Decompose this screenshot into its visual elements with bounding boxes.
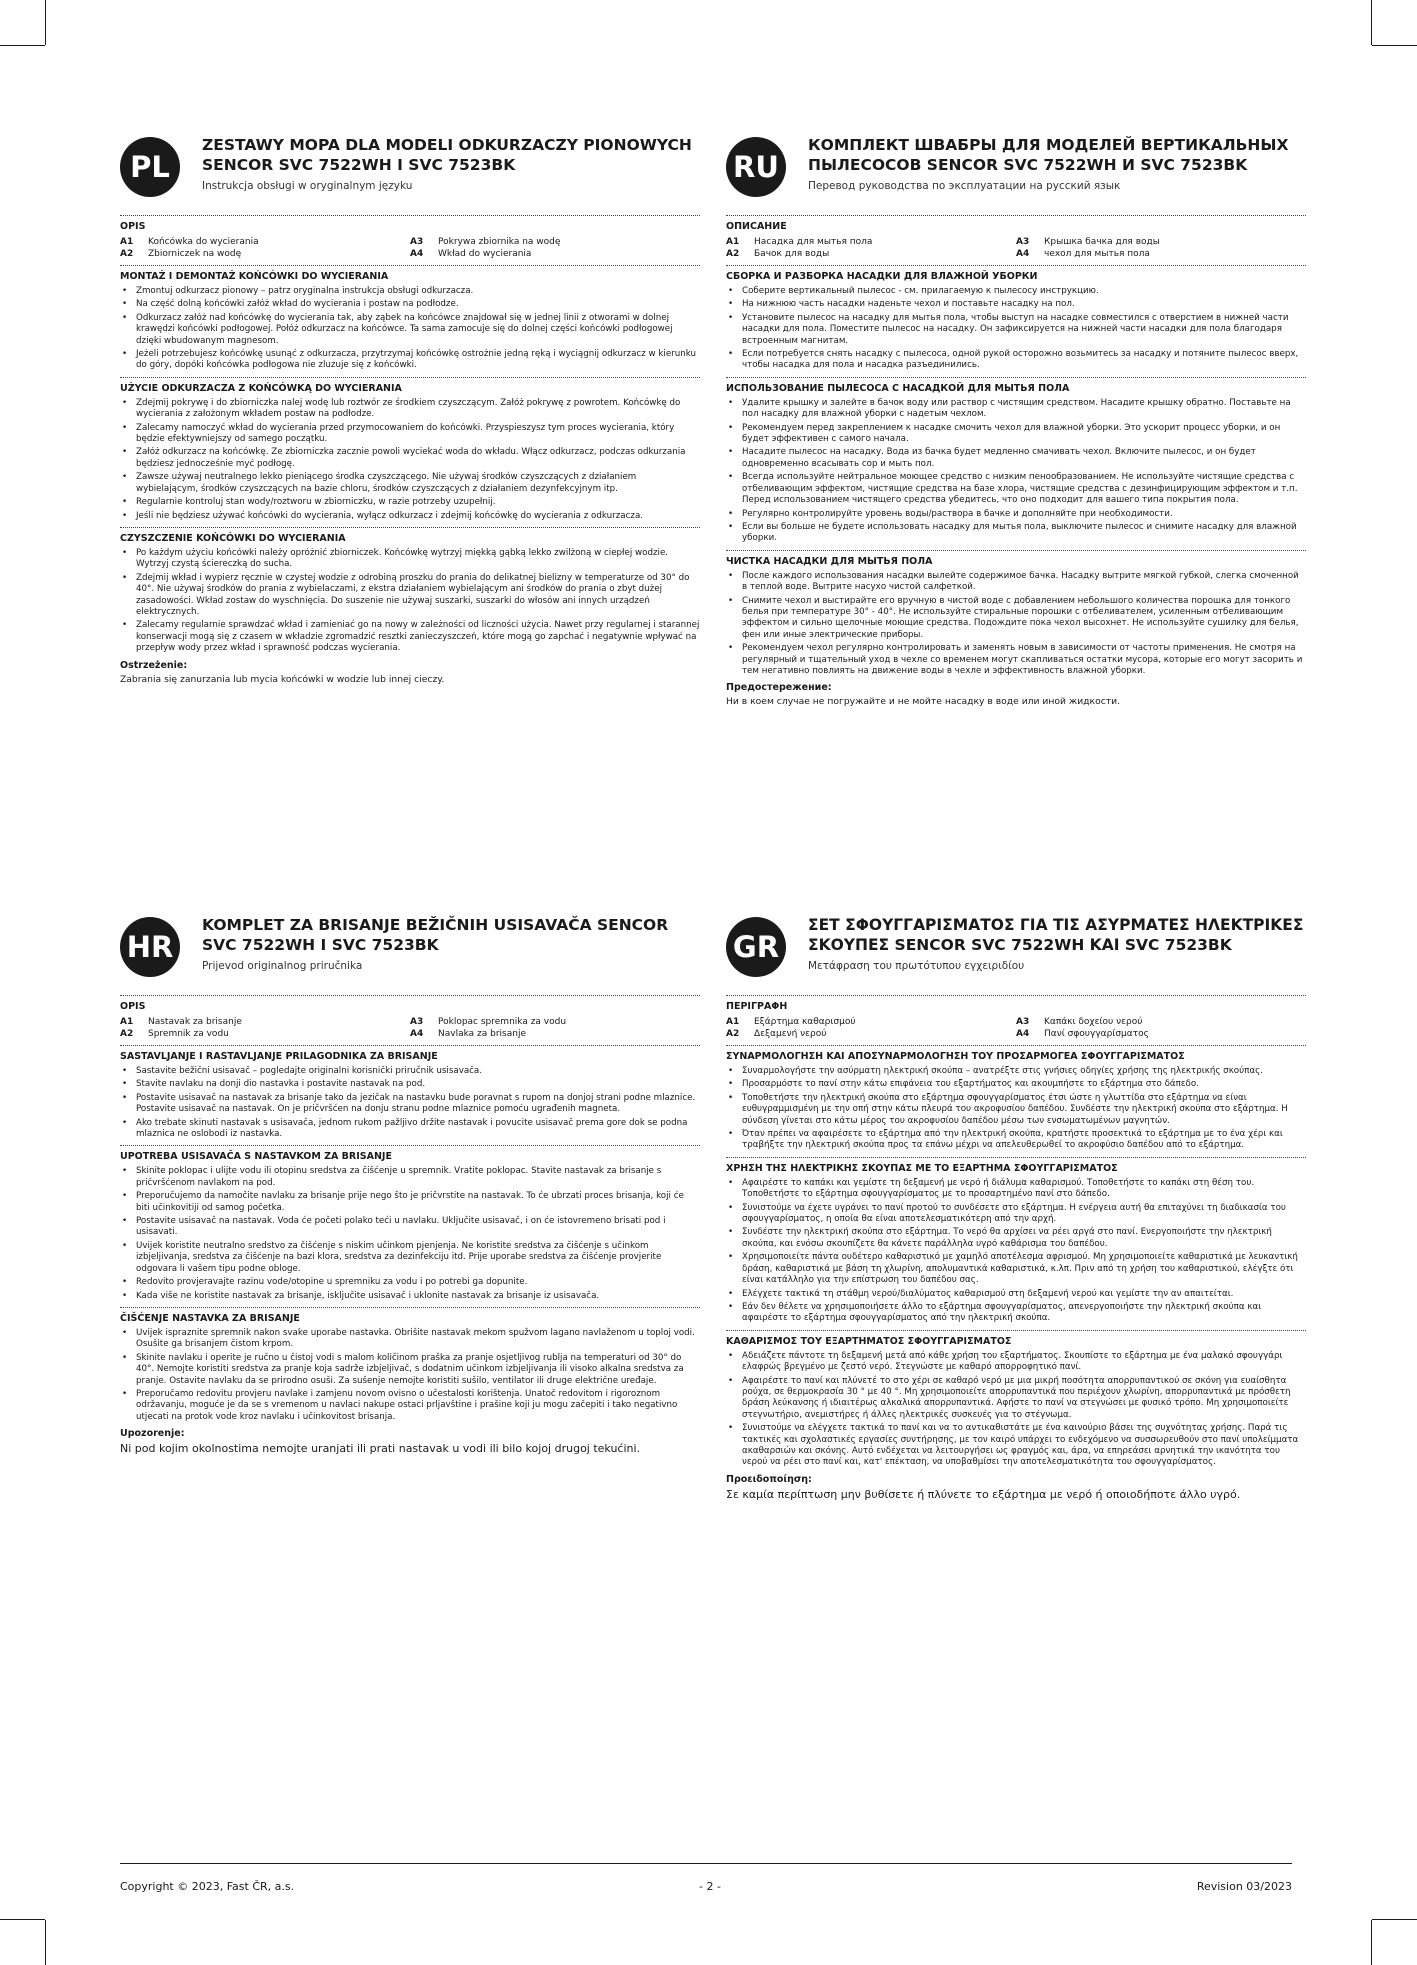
section-title: KOMPLET ZA BRISANJE BEŽIČNIH USISAVAČA SENCOR SVC 7522WH I SVC 7523BK bbox=[202, 916, 669, 954]
instruction-item: • Συναρμολογήστε την ασύρματη ηλεκτρική σκούπα – ανατρέξτε στις γνήσιες οδηγίες χρήσης της ηλεκτρικής σκούπας. bbox=[726, 1066, 1306, 1077]
language-section-hr bbox=[120, 915, 700, 1456]
instruction-item: • Skinite poklopac i ulijte vodu ili otopinu sredstva za čišćenje u spremnik. Vratite poklopac. Stavite nastavak za brisanje s pričvršćenom navlakom na pod. bbox=[120, 1166, 700, 1189]
instruction-blocks bbox=[120, 265, 700, 655]
parts-description bbox=[726, 236, 1306, 260]
instruction-item: • Εάν δεν θέλετε να χρησιμοποιήσετε άλλο το εξάρτημα σφουγγαρίσματος, απενεργοποιήστε την ηλεκτρική σκούπα και αφαιρέστε το εξάρτημα σφουγγαρίσματος από την ηλεκτρική σκούπα. bbox=[726, 1302, 1306, 1325]
warning-text: Zabrania się zanurzania lub mycia końcówki w wodzie lub innej cieczy. bbox=[120, 673, 445, 685]
block-heading: UPOTREBA USISAVAČA S NASTAVKOM ZA BRISANJE bbox=[120, 1151, 392, 1163]
block-heading: ΣΥΝΑΡΜΟΛΟΓΗΣΗ ΚΑΙ ΑΠΟΣΥΝΑΡΜΟΛΟΓΗΣΗ ΤΟΥ ΠΡΟΣΑΡΜΟΓΕΑ ΣΦΟΥΓΓΑΡΙΣΜΑΤΟΣ bbox=[726, 1051, 1185, 1062]
footer-divider bbox=[120, 1863, 1292, 1864]
instruction-item: • Załóż odkurzacz na końcówkę. Ze zbiorniczka zacznie powoli wyciekać woda do wkładu. Włącz odkurzacz, podczas odkurzania będziesz jednocześnie myć podłogę. bbox=[120, 447, 700, 470]
instruction-item: • Если потребуется снять насадку с пылесоса, одной рукой осторожно возьмитесь за насадку и потяните пылесос вверх, чтобы насадка для пола и насадка разъединились. bbox=[726, 349, 1306, 372]
instruction-item: • Na część dolną końcówki załóż wkład do wycierania i postaw na podłodze. bbox=[120, 299, 700, 310]
instruction-item: • Regularnie kontroluj stan wody/roztworu w zbiorniczku, w razie potrzeby uzupełnij. bbox=[120, 497, 700, 508]
instruction-list bbox=[726, 286, 1306, 372]
dotted-divider bbox=[726, 1330, 1306, 1331]
part-item: A2 Zbiorniczek na wodę bbox=[120, 249, 242, 259]
warning-title: Προειδοποίηση: bbox=[726, 1473, 812, 1485]
parts-description bbox=[726, 1016, 1306, 1040]
instruction-list bbox=[726, 1351, 1306, 1469]
instruction-item: • Συνιστούμε να έχετε υγράνει το πανί προτού το συνδέσετε στο εξάρτημα. Η ενέργεια αυτή θα επιταχύνει τη διαδικασία του σφουγγαρίσματος, η οποία θα είναι αποτελεσματικότερη από την αρχή. bbox=[726, 1203, 1306, 1226]
instruction-blocks bbox=[726, 1045, 1306, 1469]
instruction-item: • Jeśli nie będziesz używać końcówki do wycierania, wyłącz odkurzacz i zdejmij końcówkę do wycierania z odkurzacza. bbox=[120, 511, 700, 522]
block-heading: ΚΑΘΑΡΙΣΜΟΣ ΤΟΥ ΕΞΑΡΤΗΜΑΤΟΣ ΣΦΟΥΓΓΑΡΙΣΜΑΤΟΣ bbox=[726, 1335, 1012, 1347]
instruction-item: • Συνιστούμε να ελέγχετε τακτικά το πανί και να το αντικαθιστάτε με ένα καινούριο βάσει της συχνότητας χρήσης. Παρά τις τακτικές και σχολαστικές εργασίες συντήρησης, με τον καιρό υπάρχει το ενδεχόμενο να συσσωρευθούν στο πανί υπολείμματα ακαθαρσιών και σκόνης. Αυτό ενδέχεται να λειτουργήσει ως φραγμός και, άρα, να επηρεάσει αρνητικά την ικανότητα του νερού να ρέει στο πανί και, κατ' επέκταση, να υποβαθμίσει την αποτελεσματικότητα του σφουγγαρίσματος. bbox=[726, 1423, 1306, 1469]
instruction-item: • Соберите вертикальный пылесос - см. прилагаемую к пылесосу инструкцию. bbox=[726, 286, 1306, 297]
instruction-item: • Αφαιρέστε το καπάκι και γεμίστε τη δεξαμενή με νερό ή διάλυμα καθαρισμού. Τοποθετήστε το καπάκι στη θέση του. Τοποθετήστε το εξάρτημα σφουγγαρίσματος με το προσαρτημένο πανί στο δάπεδο. bbox=[726, 1178, 1306, 1201]
instruction-item: • После каждого использования насадки вылейте содержимое бачка. Насадку вытрите мягкой губкой, слегка смоченной в теплой воде. Вытрите насухо чистой салфеткой. bbox=[726, 571, 1306, 594]
dotted-divider bbox=[726, 1157, 1306, 1158]
instruction-list bbox=[726, 1178, 1306, 1325]
section-header bbox=[726, 135, 1306, 215]
footer-revision: Revision 03/2023 bbox=[1196, 1880, 1292, 1893]
instruction-item: • Zdejmij pokrywę i do zbiorniczka nalej wodę lub roztwór ze środkiem czyszczącym. Załóż pokrywę z powrotem. Końcówkę do wycierania z założonym wkładem postaw na podłodze. bbox=[120, 398, 700, 421]
crop-mark bbox=[0, 1919, 45, 1920]
section-header bbox=[726, 915, 1306, 995]
block-heading: ЧИСТКА НАСАДКИ ДЛЯ МЫТЬЯ ПОЛА bbox=[726, 555, 933, 567]
warning-title: Предостережение: bbox=[726, 682, 832, 694]
instruction-item: • Odkurzacz załóż nad końcówkę do wycierania tak, aby ząbek na końcówce znajdował się w jednej linii z otworami w dolnej krawędzi końcówki podłogowej. Połóż odkurzacz na końcówce. Ta sama zamocuje się do dolnej części końcówki podłogowej dzięki wbudowanym magnesom. bbox=[120, 313, 700, 347]
parts-description bbox=[120, 1016, 700, 1040]
language-badge: RU bbox=[726, 137, 786, 197]
instruction-item: • Регулярно контролируйте уровень воды/раствора в бачке и дополняйте при необходимости. bbox=[726, 509, 1306, 520]
instruction-item: • Uvijek ispraznite spremnik nakon svake uporabe nastavka. Obrišite nastavak mekom spužvom lagano navlaženom u toploj vodi. Osušite ga brisanjem čistom krpom. bbox=[120, 1328, 700, 1351]
block-heading: ČIŠĆENJE NASTAVKA ZA BRISANJE bbox=[120, 1312, 300, 1324]
part-item: A2 Spremnik za vodu bbox=[120, 1029, 229, 1039]
part-item: A4 Wkład do wycierania bbox=[410, 249, 532, 259]
section-subtitle: Μετάφραση του πρωτότυπου εγχειριδίου bbox=[808, 960, 1025, 972]
dotted-divider bbox=[120, 995, 700, 996]
crop-mark bbox=[1372, 45, 1417, 46]
block-heading: ИСПОЛЬЗОВАНИЕ ПЫЛЕСОСА С НАСАДКОЙ ДЛЯ МЫТЬЯ ПОЛА bbox=[726, 382, 1070, 394]
instruction-list bbox=[726, 1066, 1306, 1152]
instruction-item: • Προσαρμόστε το πανί στην κάτω επιφάνεια του εξαρτήματος και ακουμπήστε το εξάρτημα στο δάπεδο. bbox=[726, 1079, 1306, 1090]
part-item: A2 Δεξαμενή νερού bbox=[726, 1029, 827, 1039]
block-heading: CZYSZCZENIE KOŃCÓWKI DO WYCIERANIA bbox=[120, 532, 346, 544]
instruction-item: • Zalecamy namoczyć wkład do wycierania przed przymocowaniem do końcówki. Przyspieszysz tym proces wycierania, który będzie efektywniejszy od samego początku. bbox=[120, 423, 700, 446]
section-subtitle: Instrukcja obsługi w oryginalnym języku bbox=[202, 180, 413, 192]
instruction-item: • Рекомендуем перед закреплением к насадке смочить чехол для влажной уборки. Это ускорит процесс уборки, и он будет эффективен с самого начала. bbox=[726, 423, 1306, 446]
instruction-item: • Zalecamy regularnie sprawdzać wkład i zamieniać go na nowy w zależności od liczności użycia. Nawet przy regularnej i starannej konserwacji mogą się z czasem w wkładzie zgromadzić resztki zanieczyszczeń, które mogą go zapchać i negatywnie wpływać na przepływ wody przez wkład i sprawność podczas wycierania. bbox=[120, 620, 700, 654]
dotted-divider bbox=[120, 265, 700, 266]
instruction-list bbox=[120, 1066, 700, 1140]
dotted-divider bbox=[120, 1045, 700, 1046]
dotted-divider bbox=[726, 550, 1306, 551]
instruction-list bbox=[120, 286, 700, 372]
parts-description bbox=[120, 236, 700, 260]
part-item: A3 Крышка бачка для воды bbox=[1016, 237, 1160, 247]
instruction-item: • Снимите чехол и выстирайте его вручную в чистой воде с добавлением небольшого количества порошка для тонкого белья при температуре 30° - 40°. Не используйте стиральные порошки с отбеливателем, усиленным отбеливающим эффектом и сильно щелочные моющие средства. Подождите пока чехол высохнет. Не используйте сушилку для белья, фен или иные электрические приборы. bbox=[726, 596, 1306, 642]
crop-mark bbox=[1371, 1920, 1372, 1965]
dotted-divider bbox=[726, 377, 1306, 378]
dotted-divider bbox=[120, 527, 700, 528]
instruction-list bbox=[120, 398, 700, 522]
instruction-item: • Χρησιμοποιείτε πάντα ουδέτερο καθαριστικό με χαμηλό αποτέλεσμα αφρισμού. Μη χρησιμοποιείτε καθαριστικά με λευκαντική δράση, καθαριστικά με βάση τη χλωρίνη, απολυμαντικά καθαριστικά, κ.λπ. Πριν από τη χρήση του καθαριστικού, ελέγξτε ότι είναι κατάλληλο για την επίστρωση του δαπέδου σας. bbox=[726, 1252, 1306, 1286]
dotted-divider bbox=[120, 377, 700, 378]
instruction-item: • Ελέγχετε τακτικά τη στάθμη νερού/διαλύματος καθαρισμού στη δεξαμενή νερού και γεμίστε την αν απαιτείται. bbox=[726, 1289, 1306, 1300]
section-title: КОМПЛЕКТ ШВАБРЫ ДЛЯ МОДЕЛЕЙ ВЕРТИКАЛЬНЫХ ПЫЛЕСОСОВ SENCOR SVC 7522WH И SVC 7523BK bbox=[808, 136, 1289, 174]
section-header bbox=[120, 915, 700, 995]
instruction-list bbox=[726, 571, 1306, 678]
instruction-item: • Zdejmij wkład i wypierz ręcznie w czystej wodzie z odrobiną proszku do prania do delikatnej bielizny w temperaturze od 30° do 40°. Nie używaj środków do prania z wybielaczami, z ekstra działaniem wybielającym ani środków do prania o zbyt dużej zasadowości. Wkład zostaw do wyschnięcia. Do suszenie nie używaj suszarki, suszarki do włosów ani innych urządzeń elektrycznych. bbox=[120, 573, 700, 619]
part-item: A4 Πανί σφουγγαρίσματος bbox=[1016, 1029, 1149, 1039]
instruction-item: • Ako trebate skinuti nastavak s usisavača, jednom rukom pažljivo držite nastavak i povucite usisavač prema gore dok se podna mlaznica ne oslobodi iz nastavka. bbox=[120, 1118, 700, 1141]
warning-text: Ni pod kojim okolnostima nemojte uranjati ili prati nastavak u vodi ili bilo kojoj drugoj tekućini. bbox=[120, 1442, 641, 1456]
footer-page-number: - 2 - bbox=[699, 1880, 721, 1893]
language-badge: GR bbox=[726, 917, 786, 977]
crop-mark bbox=[45, 1920, 46, 1965]
instruction-item: • Postavite usisavač na nastavak za brisanje tako da jezičak na nastavku bude poravnat s rupom na donjoj strani podne mlaznice. Postavite usisavač na nastavak. On je pričvršćen na donju stranu podne mlaznice pomoću ugrađenih magneta. bbox=[120, 1093, 700, 1116]
dotted-divider bbox=[726, 215, 1306, 216]
part-item: A3 Pokrywa zbiornika na wodę bbox=[410, 237, 561, 247]
instruction-item: • Skinite navlaku i operite je ručno u čistoj vodi s malom količinom praška za pranje osjetljivog rublja na temperaturi od 30° do 40°. Nemojte koristiti sredstva za pranje koja sadrže izbjeljivač, s dodatnim učinkom izbjeljivanja ili visoko alkalna sredstva za pranje. Ostavite navlaku da se prirodno osuši. Za sušenje nemojte koristiti sušilo, ventilator ili druge električne uređaje. bbox=[120, 1353, 700, 1387]
instruction-item: • Насадите пылесос на насадку. Вода из бачка будет медленно смачивать чехол. Включите пылесос, и он будет одновременно всасывать сор и мыть пол. bbox=[726, 447, 1306, 470]
instruction-item: • Zmontuj odkurzacz pionowy – patrz oryginalna instrukcja obsługi odkurzacza. bbox=[120, 286, 700, 297]
warning-title: Ostrzeżenie: bbox=[120, 659, 188, 671]
instruction-item: • Всегда используйте нейтральное моющее средство с низким пенообразованием. Не используйте чистящие средства с отбеливающим эффектом, чистящие средства на базе хлора, чистящие средства с дезинфицирующим эффектом и т.п. Перед использованием чистящего средства убедитесь, что оно подходит для вашего типа покрытия пола. bbox=[726, 472, 1306, 506]
warning-title: Upozorenje: bbox=[120, 1428, 185, 1440]
section-header bbox=[120, 135, 700, 215]
part-item: A1 Końcówka do wycierania bbox=[120, 237, 259, 247]
block-heading: UŻYCIE ODKURZACZA Z KOŃCÓWKĄ DO WYCIERANIA bbox=[120, 382, 402, 394]
instruction-list bbox=[726, 398, 1306, 545]
instruction-item: • Если вы больше не будете использовать насадку для мытья пола, выключите пылесос и снимите насадку для влажной уборки. bbox=[726, 522, 1306, 545]
instruction-item: • Jeżeli potrzebujesz końcówkę usunąć z odkurzacza, przytrzymaj końcówkę ostrożnie jedną ręką i wyciągnij odkurzacz w kierunku do góry, dopóki końcówka podłogowa nie zluzuje się z końcówki. bbox=[120, 349, 700, 372]
language-section-gr bbox=[726, 915, 1306, 1502]
instruction-item: • Po każdym użyciu końcówki należy opróżnić zbiorniczek. Końcówkę wytrzyj miękką gąbką lekko zwilżoną w ciepłej wodzie. Wytrzyj czystą ściereczką do sucha. bbox=[120, 548, 700, 571]
part-item: A1 Nastavak za brisanje bbox=[120, 1017, 242, 1027]
instruction-item: • Zawsze używaj neutralnego lekko pieniącego środka czyszczącego. Nie używaj środków czyszczących z działaniem wybielającym, środków czyszczących na bazie chloru, środków czyszczących z działaniem dezynfekcyjnym itp. bbox=[120, 472, 700, 495]
instruction-item: • Preporučamo redovitu provjeru navlake i zamjenu novom ovisno o učestalosti korištenja. Unatoč redovitom i rigoroznom održavanju, moguće je da se s vremenom u navlaci nakupe ostaci prljavštine i prašine koji ju mogu začepiti i tako negativno utjecati na protok vode kroz navlaku i učinkovitost brisanja. bbox=[120, 1389, 700, 1423]
instruction-item: • Stavite navlaku na donji dio nastavka i postavite nastavak na pod. bbox=[120, 1079, 700, 1090]
part-item: A2 Бачок для воды bbox=[726, 249, 830, 259]
block-heading: СБОРКА И РАЗБОРКА НАСАДКИ ДЛЯ ВЛАЖНОЙ УБОРКИ bbox=[726, 271, 1038, 282]
dotted-divider bbox=[120, 1145, 700, 1146]
part-item: A1 Насадка для мытья пола bbox=[726, 237, 873, 247]
instruction-item: • Αφαιρέστε το πανί και πλύνετέ το στο χέρι σε καθαρό νερό με μια μικρή ποσότητα απορρυπαντικού σε σκόνη για ευαίσθητα ρούχα, σε θερμοκρασία 30 ° με 40 °. Μη χρησιμοποιείτε απορρυπαντικά που περιέχουν χλωρίνη, απορρυπαντικά με πρόσθετη δράση λεύκανσης ή ιδιαιτέρως αλκαλικά απορρυπαντικά. Αφήστε το πανί να στεγνώσει με φυσικό τρόπο. Μη χρησιμοποιείτε στεγνωτήριο, ανεμιστήρες ή άλλες ηλεκτρικές συσκευές για το στέγνωμα. bbox=[726, 1376, 1306, 1422]
instruction-item: • Рекомендуем чехол регулярно контролировать и заменять новым в зависимости от частоты применения. Не смотря на регулярный и тщательный уход в чехле со временем могут скапливаться остатки мусора, которые его могут засорить и тем негативно повлиять на движение воды в чехле и эффективность влажной уборки. bbox=[726, 643, 1306, 677]
dotted-divider bbox=[726, 265, 1306, 266]
description-heading: ОПИСАНИЕ bbox=[726, 221, 787, 232]
instruction-blocks bbox=[120, 1045, 700, 1423]
instruction-list bbox=[120, 1166, 700, 1301]
language-badge: PL bbox=[120, 137, 180, 197]
instruction-item: • Uvijek koristite neutralno sredstvo za čišćenje s niskim učinkom pjenjenja. Ne koristite sredstva za čišćenje s učinkom izbjeljivanja, sredstva za čišćenje na bazi klora, sredstva za dezinfekciju itd. Prije uporabe sredstva za čišćenje provjerite odgovara li vašem tipu podne obloge. bbox=[120, 1241, 700, 1275]
dotted-divider bbox=[120, 1307, 700, 1308]
section-title: ΣΕΤ ΣΦΟΥΓΓΑΡΙΣΜΑΤΟΣ ΓΙΑ ΤΙΣ ΑΣΥΡΜΑΤΕΣ ΗΛΕΚΤΡΙΚΕΣ ΣΚΟΥΠΕΣ SENCOR SVC 7522WH ΚΑΙ SVC 7523BK bbox=[808, 916, 1304, 954]
crop-mark bbox=[45, 0, 46, 45]
dotted-divider bbox=[726, 995, 1306, 996]
description-heading: OPIS bbox=[120, 1001, 146, 1012]
block-heading: SASTAVLJANJE I RASTAVLJANJE PRILAGODNIKA ZA BRISANJE bbox=[120, 1051, 438, 1062]
instruction-blocks bbox=[726, 265, 1306, 677]
warning-text: Σε καμία περίπτωση μην βυθίσετε ή πλύνετε το εξάρτημα με νερό ή οποιοδήποτε άλλο υγρό. bbox=[726, 1487, 1241, 1501]
instruction-item: • На нижнюю часть насадки наденьте чехол и поставьте насадку на пол. bbox=[726, 299, 1306, 310]
dotted-divider bbox=[726, 1045, 1306, 1046]
description-heading: ΠΕΡΙΓΡΑΦΗ bbox=[726, 1001, 788, 1012]
part-item: A1 Εξάρτημα καθαρισμού bbox=[726, 1017, 856, 1027]
instruction-item: • Συνδέστε την ηλεκτρική σκούπα στο εξάρτημα. Το νερό θα αρχίσει να ρέει αργά στο πανί. Ενεργοποιήστε την ηλεκτρική σκούπα, και ενόσω σκουπίζετε θα κάνετε παράλληλα υγρό καθάρισμα του δαπέδου. bbox=[726, 1227, 1306, 1250]
part-item: A3 Καπάκι δοχείου νερού bbox=[1016, 1017, 1143, 1027]
description-heading: OPIS bbox=[120, 221, 146, 232]
block-heading: ΧΡΗΣΗ ΤΗΣ ΗΛΕΚΤΡΙΚΗΣ ΣΚΟΥΠΑΣ ΜΕ ΤΟ ΕΞΑΡΤΗΜΑ ΣΦΟΥΓΓΑΡΙΣΜΑΤΟΣ bbox=[726, 1162, 1118, 1174]
section-subtitle: Prijevod originalnog priručnika bbox=[202, 960, 363, 972]
footer-copyright: Copyright © 2023, Fast ČR, a.s. bbox=[120, 1880, 295, 1893]
crop-mark bbox=[1372, 1919, 1417, 1920]
block-heading: MONTAŻ I DEMONTAŻ KOŃCÓWKI DO WYCIERANIA bbox=[120, 271, 389, 282]
crop-mark bbox=[1371, 0, 1372, 45]
instruction-item: • Αδειάζετε πάντοτε τη δεξαμενή μετά από κάθε χρήση του εξαρτήματος. Σκουπίστε το εξάρτημα με ένα μαλακό σφουγγάρι ελαφρώς βρεγμένο με ζεστό νερό. Στεγνώστε με καθαρό απορροφητικό πανί. bbox=[726, 1351, 1306, 1374]
instruction-item: • Redovito provjeravajte razinu vode/otopine u spremniku za vodu i po potrebi ga dopunite. bbox=[120, 1277, 700, 1288]
part-item: A3 Poklopac spremnika za vodu bbox=[410, 1017, 567, 1027]
instruction-item: • Postavite usisavač na nastavak. Voda će početi polako teći u navlaku. Uključite usisavač, i on će istovremeno brisati pod i usisavati. bbox=[120, 1216, 700, 1239]
instruction-item: • Sastavite bežični usisavač – pogledajte originalni korisnički priručnik usisavača. bbox=[120, 1066, 700, 1077]
instruction-item: • Όταν πρέπει να αφαιρέσετε το εξάρτημα από την ηλεκτρική σκούπα, κρατήστε προσεκτικά το εξάρτημα με το ένα χέρι και τραβήξτε την ηλεκτρική σκούπα προς τα επάνω μέχρι να απελευθερωθεί το ακροφύσιο δαπέδου από το εξάρτημα. bbox=[726, 1129, 1306, 1152]
section-subtitle: Перевод руководства по эксплуатации на русский язык bbox=[808, 180, 1121, 192]
part-item: A4 Navlaka za brisanje bbox=[410, 1029, 526, 1039]
language-section-pl bbox=[120, 135, 700, 686]
part-item: A4 чехол для мытья пола bbox=[1016, 249, 1150, 259]
instruction-list bbox=[120, 548, 700, 655]
instruction-item: • Preporučujemo da namočite navlaku za brisanje prije nego što je pričvrstite na nastavak. To će ubrzati proces brisanja, koji će biti učinkovitiji od samog početka. bbox=[120, 1191, 700, 1214]
instruction-list bbox=[120, 1328, 700, 1423]
section-title: ZESTAWY MOPA DLA MODELI ODKURZACZY PIONOWYCH SENCOR SVC 7522WH I SVC 7523BK bbox=[202, 136, 692, 174]
instruction-item: • Kada više ne koristite nastavak za brisanje, isključite usisavač i uklonite nastavak za brisanje iz usisavača. bbox=[120, 1291, 700, 1302]
dotted-divider bbox=[120, 215, 700, 216]
language-badge: HR bbox=[120, 917, 180, 977]
instruction-item: • Удалите крышку и залейте в бачок воду или раствор с чистящим средством. Насадите крышку обратно. Поставьте на пол насадку для влажной уборки с надетым чехлом. bbox=[726, 398, 1306, 421]
language-section-ru bbox=[726, 135, 1306, 708]
crop-mark bbox=[0, 45, 45, 46]
instruction-item: • Установите пылесос на насадку для мытья пола, чтобы выступ на насадке совместился с отверстием в нижней части насадки для пола. Поместите пылесос на насадку. Он зафиксируется на нижней части насадки для пола благодаря встроенным магнитам. bbox=[726, 313, 1306, 347]
warning-text: Ни в коем случае не погружайте и не мойте насадку в воде или иной жидкости. bbox=[726, 696, 1120, 708]
instruction-item: • Τοποθετήστε την ηλεκτρική σκούπα στο εξάρτημα σφουγγαρίσματος έτσι ώστε η γλωττίδα στο εξάρτημα να είναι ευθυγραμμισμένη με την οπή στην κάτω πλευρά του ακροφυσίου δαπέδου. Συνδέστε την ηλεκτρική σκούπα στο εξάρτημα. Η σύνδεση γίνεται στο κάτω μέρος του ακροφυσίου δαπέδου μέσω των ενσωματωμένων μαγνητών. bbox=[726, 1093, 1306, 1127]
